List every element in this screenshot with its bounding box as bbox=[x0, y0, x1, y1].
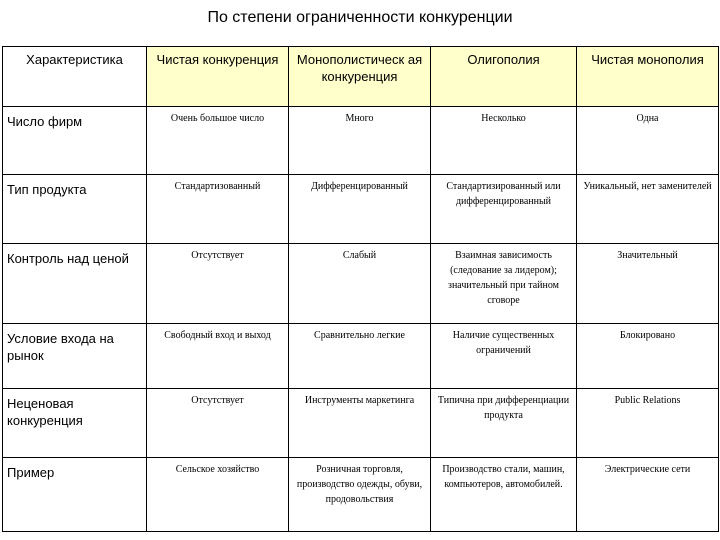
table-cell: Уникальный, нет заменителей bbox=[577, 175, 719, 243]
row-label: Тип продукта bbox=[3, 175, 147, 243]
table-cell: Производство стали, машин, компьютеров, автомобилей. bbox=[431, 458, 577, 532]
table-cell: Сравнительно легкие bbox=[289, 323, 431, 388]
competition-table bbox=[2, 46, 719, 532]
table-row bbox=[3, 243, 719, 323]
table-cell: Отсутствует bbox=[147, 243, 289, 323]
table-cell: Типична при дифференциации продукта bbox=[431, 388, 577, 457]
column-header-oligopoly: Олигополия bbox=[431, 47, 577, 107]
table-cell: Стандартизованный bbox=[147, 175, 289, 243]
table-cell: Взаимная зависимость (следование за лидером); значительный при тайном сговоре bbox=[431, 243, 577, 323]
column-header-monopolistic-competition: Монополистическ ая конкуренция bbox=[289, 47, 431, 107]
table-cell: Электрические сети bbox=[577, 458, 719, 532]
table-cell: Инструменты маркетинга bbox=[289, 388, 431, 457]
table-cell: Блокировано bbox=[577, 323, 719, 388]
table-cell: Отсутствует bbox=[147, 388, 289, 457]
table-cell: Наличие существенных ограничений bbox=[431, 323, 577, 388]
row-label: Неценовая конкуренция bbox=[3, 388, 147, 457]
column-header-pure-monopoly: Чистая монополия bbox=[577, 47, 719, 107]
table-cell: Одна bbox=[577, 107, 719, 175]
header-row bbox=[3, 47, 719, 107]
table-cell: Значительный bbox=[577, 243, 719, 323]
page-title: По степени ограниченности конкуренции bbox=[207, 9, 513, 26]
table-cell: Много bbox=[289, 107, 431, 175]
row-label: Пример bbox=[3, 458, 147, 532]
table-row bbox=[3, 107, 719, 175]
column-header-characteristic: Характеристика bbox=[3, 47, 147, 107]
table-cell: Дифференцированный bbox=[289, 175, 431, 243]
table-row bbox=[3, 388, 719, 457]
table-cell: Свободный вход и выход bbox=[147, 323, 289, 388]
row-label: Условие входа на рынок bbox=[3, 323, 147, 388]
table-cell: Слабый bbox=[289, 243, 431, 323]
table-row bbox=[3, 323, 719, 388]
table-row bbox=[3, 175, 719, 243]
table-cell: Розничная торговля, производство одежды, обуви, продовольствия bbox=[289, 458, 431, 532]
table-cell: Очень большое число bbox=[147, 107, 289, 175]
table-cell: Public Relations bbox=[577, 388, 719, 457]
row-label: Контроль над ценой bbox=[3, 243, 147, 323]
table-cell: Сельское хозяйство bbox=[147, 458, 289, 532]
row-label: Число фирм bbox=[3, 107, 147, 175]
table-cell: Несколько bbox=[431, 107, 577, 175]
table-cell: Стандартизированный или дифференцированный bbox=[431, 175, 577, 243]
column-header-pure-competition: Чистая конкуренция bbox=[147, 47, 289, 107]
table-row bbox=[3, 458, 719, 532]
